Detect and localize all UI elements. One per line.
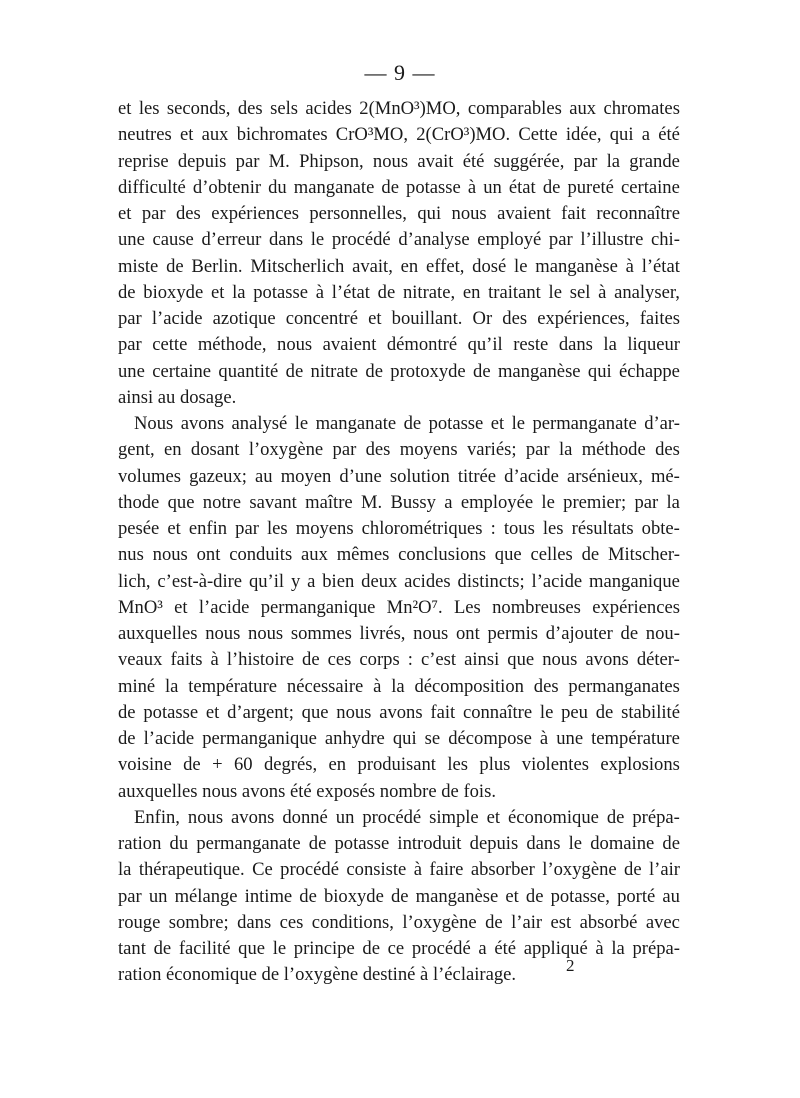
page-number: — 9 —: [364, 60, 436, 85]
paragraph: [118, 411, 680, 805]
paragraph: [118, 805, 680, 989]
text-line: et les seconds, des sels acides 2(MnO³)MO, comparables aux chromates: [118, 98, 680, 119]
text-line: et par des expériences personnelles, qui nous avaient fait reconnaître: [118, 203, 680, 224]
text-line: nus nous ont conduits aux mêmes conclusions que celles de Mitscher-: [118, 544, 680, 566]
text-line: de potasse et d’argent; que nous avons fait connaître le peu de stabilité: [118, 701, 680, 723]
text-line: volumes gazeux; au moyen d’une solution titrée d’acide arsénieux, mé-: [118, 465, 680, 487]
text-line: par l’acide azotique concentré et bouillant. Or des expériences, faites: [118, 308, 680, 329]
text-line: ainsi au dosage.: [118, 386, 237, 408]
text-line: MnO³ et l’acide permanganique Mn²O⁷. Les nombreuses expériences: [118, 596, 680, 618]
text-line: auxquelles nous nous sommes livrés, nous ont permis d’ajouter de nou-: [118, 623, 680, 644]
text-line: gent, en dosant l’oxygène par des moyens variés; par la méthode des: [118, 439, 680, 461]
paragraph: [118, 96, 680, 411]
text-line: Nous avons analysé le manganate de potasse et le permanganate d’ar-: [134, 413, 680, 434]
text-line: ration économique de l’oxygène destiné à l’éclairage.: [118, 964, 517, 986]
text-line: une certaine quantité de nitrate de protoxyde de manganèse qui échappe: [118, 360, 680, 382]
text-line: auxquelles nous avons été exposés nombre de fois.: [118, 780, 496, 802]
text-line: rouge sombre; dans ces conditions, l’oxygène de l’air est absorbé avec: [118, 911, 680, 933]
text-line: miné la température nécessaire à la décomposition des permanganates: [118, 675, 680, 697]
signature-mark: 2: [566, 956, 575, 975]
text-line: une cause d’erreur dans le procédé d’analyse employé par l’illustre chi-: [118, 229, 680, 251]
text-line: difficulté d’obtenir du manganate de potasse à un état de pureté certaine: [118, 176, 680, 198]
text-line: miste de Berlin. Mitscherlich avait, en effet, dosé le manganèse à l’état: [118, 255, 680, 277]
text-line: de bioxyde et la potasse à l’état de nitrate, en traitant le sel à analyser,: [118, 281, 680, 303]
text-line: ration du permanganate de potasse introduit depuis dans le domaine de: [118, 833, 680, 854]
text-line: pesée et enfin par les moyens chlorométriques : tous les résultats obte-: [118, 518, 680, 539]
text-line: tant de facilité que le principe de ce procédé a été appliqué à la prépa-: [118, 938, 680, 959]
text-line: reprise depuis par M. Phipson, nous avait été suggérée, par la grande: [118, 150, 680, 172]
document-body: [118, 96, 680, 989]
text-line: thode que notre savant maître M. Bussy a employée le premier; par la: [118, 491, 680, 513]
text-line: lich, c’est-à-dire qu’il y a bien deux acides distincts; l’acide manganique: [118, 570, 680, 592]
text-line: veaux faits à l’histoire de ces corps : c’est ainsi que nous avons déter-: [118, 649, 680, 671]
text-line: de l’acide permanganique anhydre qui se décompose à une température: [118, 728, 680, 749]
text-line: neutres et aux bichromates CrO³MO, 2(CrO³)MO. Cette idée, qui a été: [118, 124, 680, 146]
text-line: par cette méthode, nous avaient démontré qu’il reste dans la liqueur: [118, 334, 680, 356]
text-line: par un mélange intime de bioxyde de manganèse et de potasse, porté au: [118, 885, 680, 907]
text-line: voisine de + 60 degrés, en produisant les plus violentes explosions: [118, 754, 680, 776]
text-line: la thérapeutique. Ce procédé consiste à faire absorber l’oxygène de l’air: [118, 859, 680, 881]
text-line: Enfin, nous avons donné un procédé simple et économique de prépa-: [134, 806, 680, 828]
